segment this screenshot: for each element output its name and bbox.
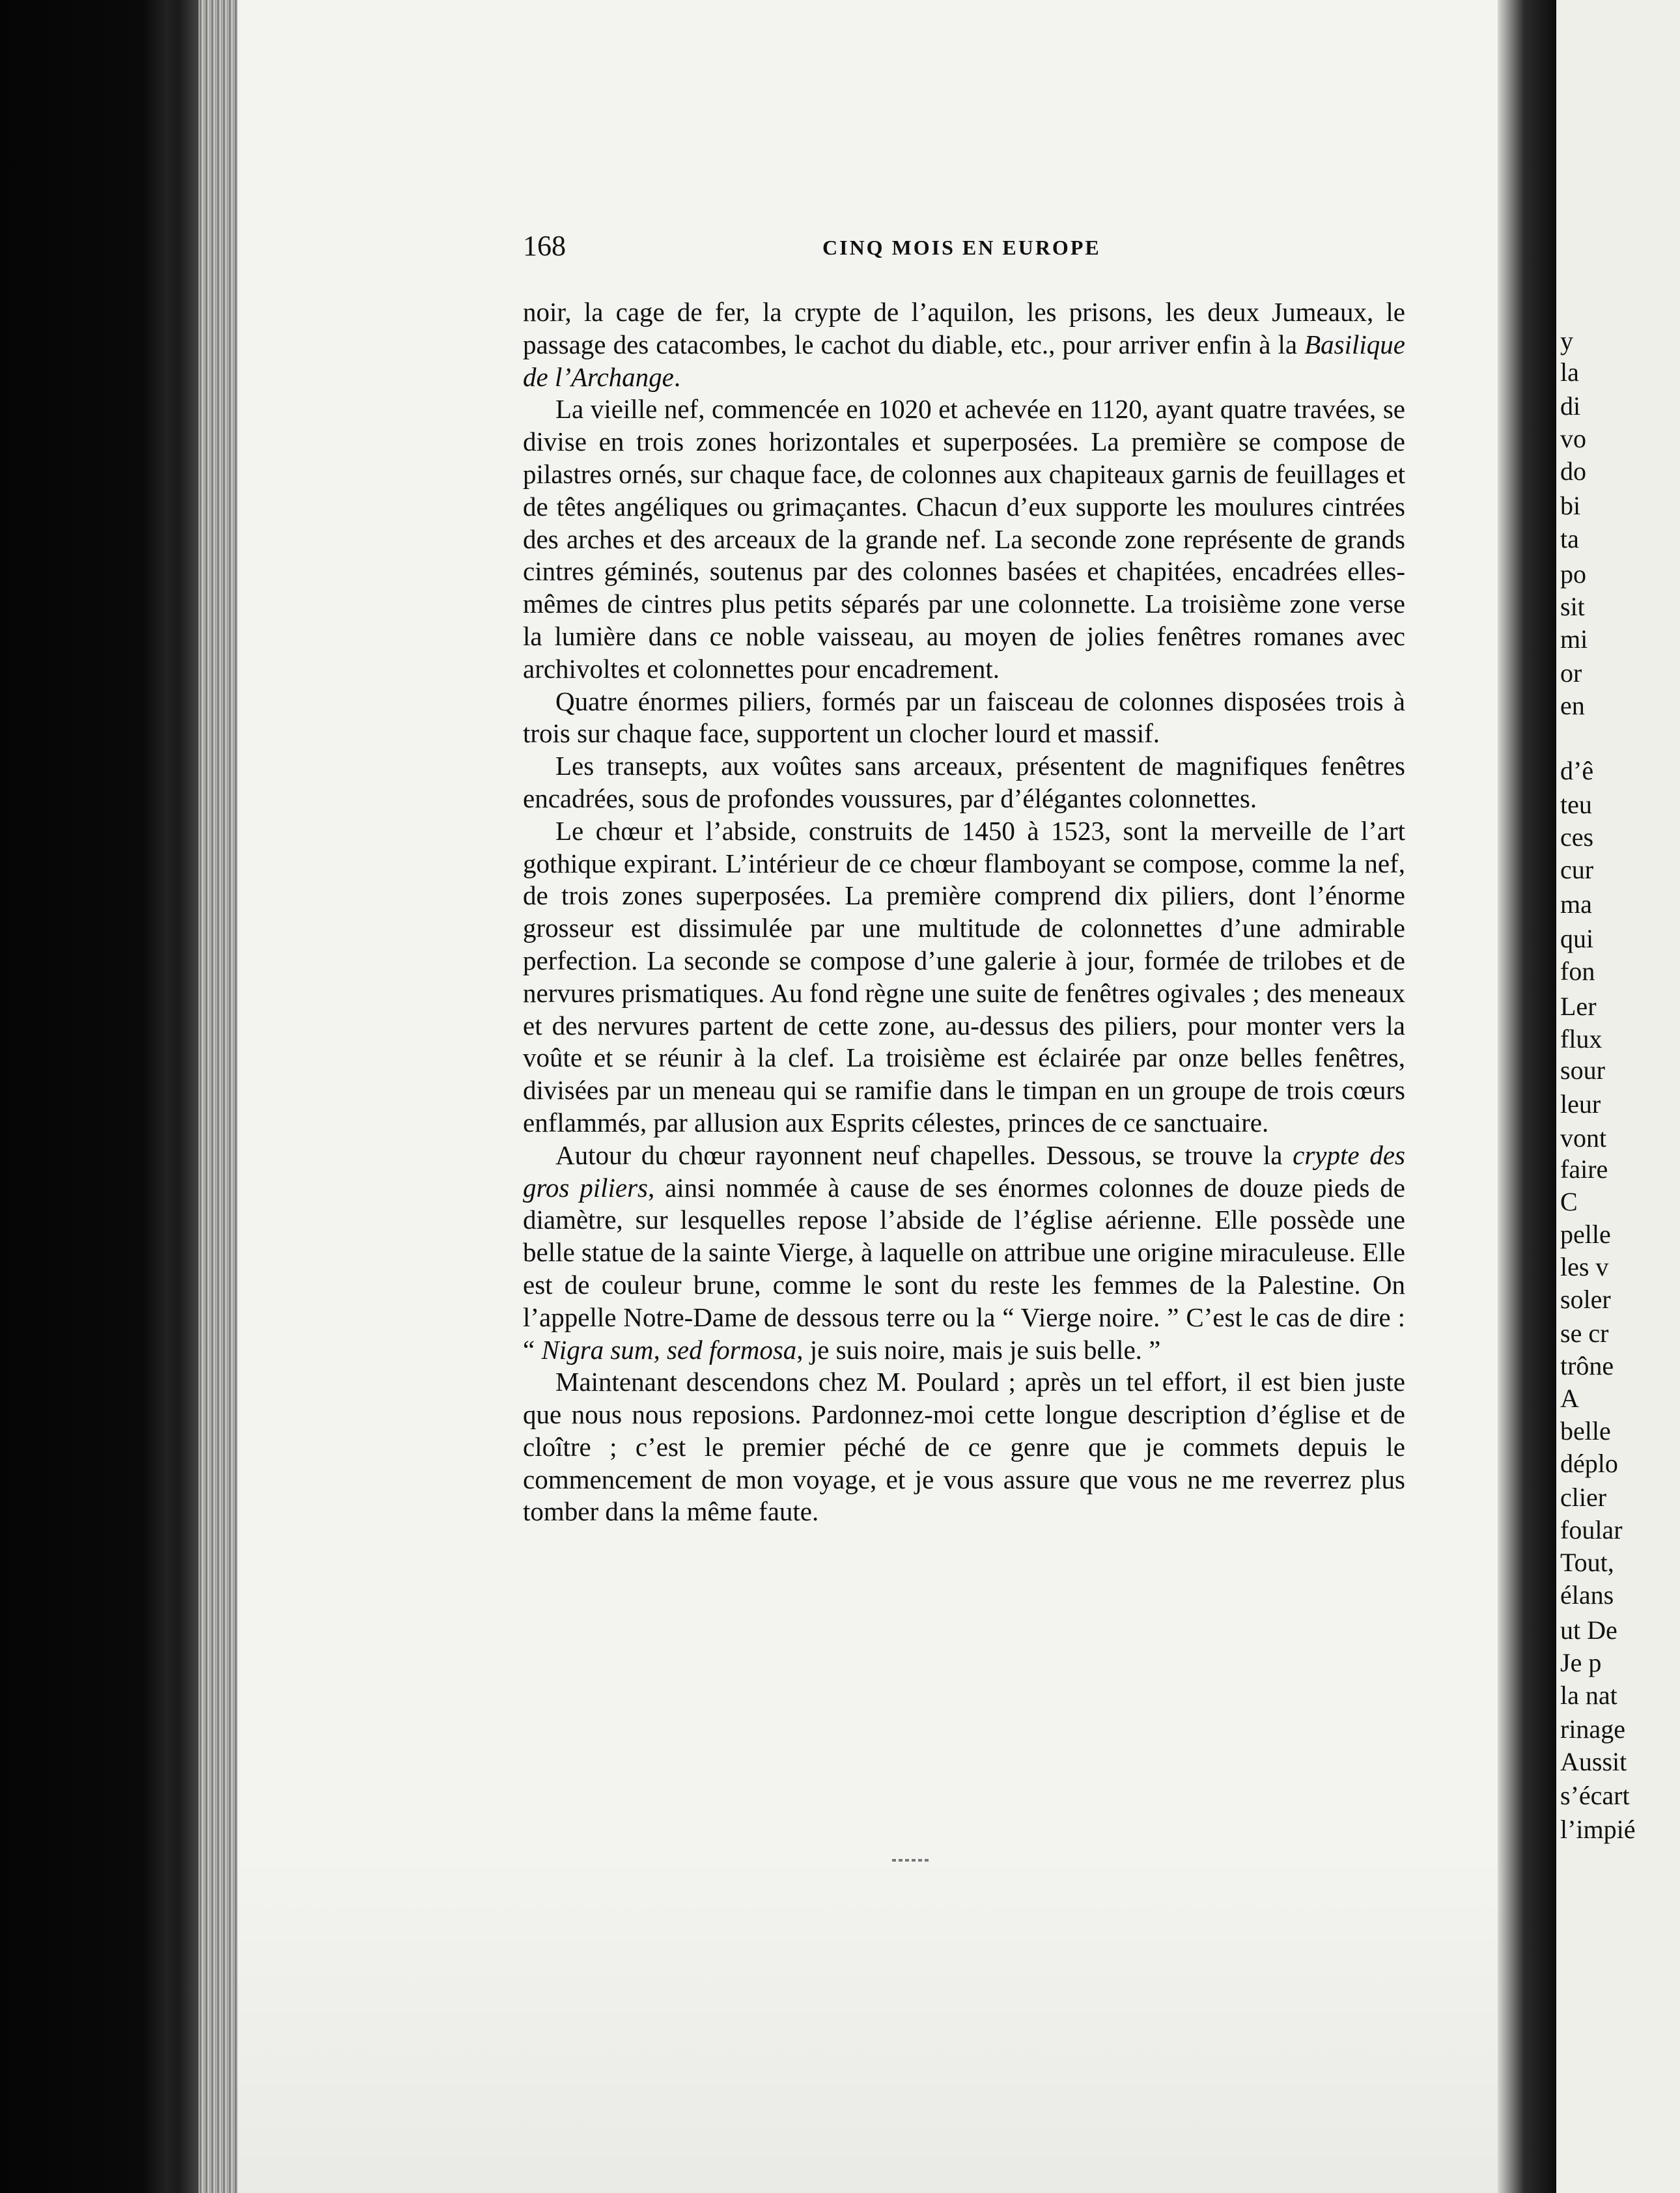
facing-page-fragment: y [1560,326,1573,356]
paragraph-text: La vieille nef, commencée en 1020 et achevée en 1120, ayant quatre travées, se divise en trois zones horizontales et superposées. La première se compose de pilastres ornés, sur chaque face, de colonnes aux chapiteaux garnis de feuillages et de têtes angéliques ou grimaçantes. Chacun d’eux supporte les moulures cintrées des arches et des arceaux de la grande nef. La seconde zone représente de grands cintres géminés, soutenus par des colonnes basées et chapitées, encadrées elles-mêmes de cintres plus petits séparés par une colonnette. La troisième zone verse la lumière dans ce noble vaisseau, au moyen de jolies fenêtres romanes avec archivoltes et colonnettes pour encadrement. [523,394,1405,684]
facing-page-fragment: foular [1560,1515,1623,1544]
paragraph [523,815,1405,1139]
italic-text: Basilique de l’Archange [523,329,1405,392]
facing-page-fragment: teu [1560,790,1592,819]
italic-text: crypte des gros piliers [523,1139,1406,1203]
facing-page-fragment: C [1560,1187,1578,1216]
italic-text: Nigra sum, sed formosa [541,1334,797,1365]
facing-page-fragment: ta [1560,524,1579,553]
facing-page-fragment: mi [1560,624,1588,654]
facing-page-fragment: cur [1560,855,1594,884]
facing-page-fragment: d’ê [1560,756,1594,785]
facing-page-fragment: or [1560,658,1582,688]
facing-page-fragment: la nat [1560,1681,1617,1710]
facing-page-fragment: les v [1560,1252,1609,1281]
facing-page-fragment: fon [1560,957,1595,986]
facing-page-fragment: l’impié [1560,1815,1636,1844]
paragraph [523,1366,1405,1528]
book-cover-edge [0,0,199,2193]
facing-page-fragment: trône [1560,1351,1614,1380]
facing-page-fragment: di [1560,391,1581,421]
facing-page-fragment: Aussit [1560,1747,1627,1776]
facing-page-fragment: vont [1560,1123,1607,1152]
paragraph-text: noir, la cage de fer, la crypte de l’aquilon, les prisons, les deux Jumeaux, le passage des catacombes, le cachot du diable, etc., pour arriver enfin à la [523,297,1405,359]
paragraph [523,686,1405,751]
facing-page-fragment: Je p [1560,1648,1602,1677]
facing-page-fragment: déplo [1560,1449,1618,1478]
paragraph [523,1139,1405,1367]
facing-page [1556,0,1680,2193]
facing-page-fragment: bi [1560,491,1581,520]
ornament-mark [892,1859,931,1862]
paragraph-text: . [673,361,681,392]
facing-page-fragment: leur [1560,1089,1601,1119]
page-number: 168 [523,230,566,262]
facing-page-fragment: do [1560,456,1586,486]
running-head [523,229,1405,268]
facing-page-fragment: flux [1560,1024,1603,1054]
page-shadow [238,1849,1498,2193]
facing-page-fragment: rinage [1560,1714,1625,1744]
paragraph-text: Le chœur et l’abside, construits de 1450 à 1523, sont la merveille de l’art gothique expirant. L’intérieur de ce chœur flamboyant se compose, comme la nef, de trois zones superposées. La première comprend dix piliers, dont l’énorme grosseur est dissimulée par une multitude de colonnettes d’une admirable perfection. La seconde se compose d’une galerie à jour, formée de trilobes et de nervures prismatiques. Au fond règne une suite de fenêtres ogivales ; des meneaux et des nervures partent de cette zone, au-dessus des piliers, pour monter vers la voûte et se réunir à la clef. La troisième est éclairée par onze belles fenêtres, divisées par un meneau qui se ramifie dans le timpan en un groupe de trois cœurs enflammés, par allusion aux Esprits célestes, princes de ce sanctuaire. [523,815,1405,1138]
facing-page-fragment: soler [1560,1285,1611,1314]
facing-page-fragment: faire [1560,1154,1608,1184]
facing-page-fragment: en [1560,691,1585,720]
paragraph-text: Autour du chœur rayonnent neuf chapelles. Dessous, se trouve la [555,1139,1293,1170]
paragraph [523,296,1405,393]
facing-page-fragment: Tout, [1560,1548,1614,1577]
facing-page-fragment: clier [1560,1483,1607,1512]
paragraph-text: Maintenant descendons chez M. Poulard ; après un tel effort, il est bien juste que nous nous reposions. Pardonnez-moi cette longue description d’église et de cloître ; c’est le premier péché de ce genre que je commets depuis le commencement de mon voyage, et je vous assure que vous ne me reverrez plus tomber dans la même faute. [523,1367,1405,1527]
facing-page-fragment: po [1560,559,1586,589]
facing-page-fragment: sour [1560,1055,1605,1085]
running-title: CINQ MOIS EN EUROPE [822,236,1101,259]
paragraph-text: , je suis noire, mais je suis belle. ” [796,1334,1161,1365]
facing-page-fragment: sit [1560,592,1585,621]
facing-page-fragment: se cr [1560,1319,1609,1348]
book-gutter [1498,0,1556,2193]
facing-page-fragment: vo [1560,424,1586,453]
facing-page-fragment: pelle [1560,1220,1611,1249]
facing-page-fragment: s’écart [1560,1781,1630,1810]
facing-page-fragment: ces [1560,822,1594,852]
facing-page-fragment: ut De [1560,1615,1617,1645]
paragraph [523,393,1405,685]
facing-page-fragment: Ler [1560,992,1597,1021]
paragraph [523,750,1405,815]
paragraph-text: Les transepts, aux voûtes sans arceaux, présentent de magnifiques fenêtres encadrées, sous de profondes voussures, par d’élégantes colonnettes. [523,751,1405,813]
paragraph-text: Quatre énormes piliers, formés par un faisceau de colonnes disposées trois à trois sur chaque face, supportent un clocher lourd et massif. [523,686,1405,749]
facing-page-fragment: ma [1560,889,1592,919]
facing-page-fragment: la [1560,357,1579,387]
paragraph-text: , ainsi nommée à cause de ses énormes colonnes de douze pieds de diamètre, sur lesquelles repose l’abside de l’église aérienne. Elle possède une belle statue de la sainte Vierge, à laquelle on attribue une origine miraculeuse. Elle est de couleur brune, comme le sont du reste les femmes de la Palestine. On l’appelle Notre-Dame de dessous terre ou la “ Vierge noire. ” C’est le cas de dire : “ [523,1172,1406,1365]
facing-page-fragment: qui [1560,924,1594,953]
facing-page-fragment: élans [1560,1580,1614,1610]
page-edges [199,0,238,2193]
facing-page-fragment: A [1560,1384,1579,1413]
facing-page-fragment: belle [1560,1416,1611,1446]
page-body [523,296,1405,1528]
